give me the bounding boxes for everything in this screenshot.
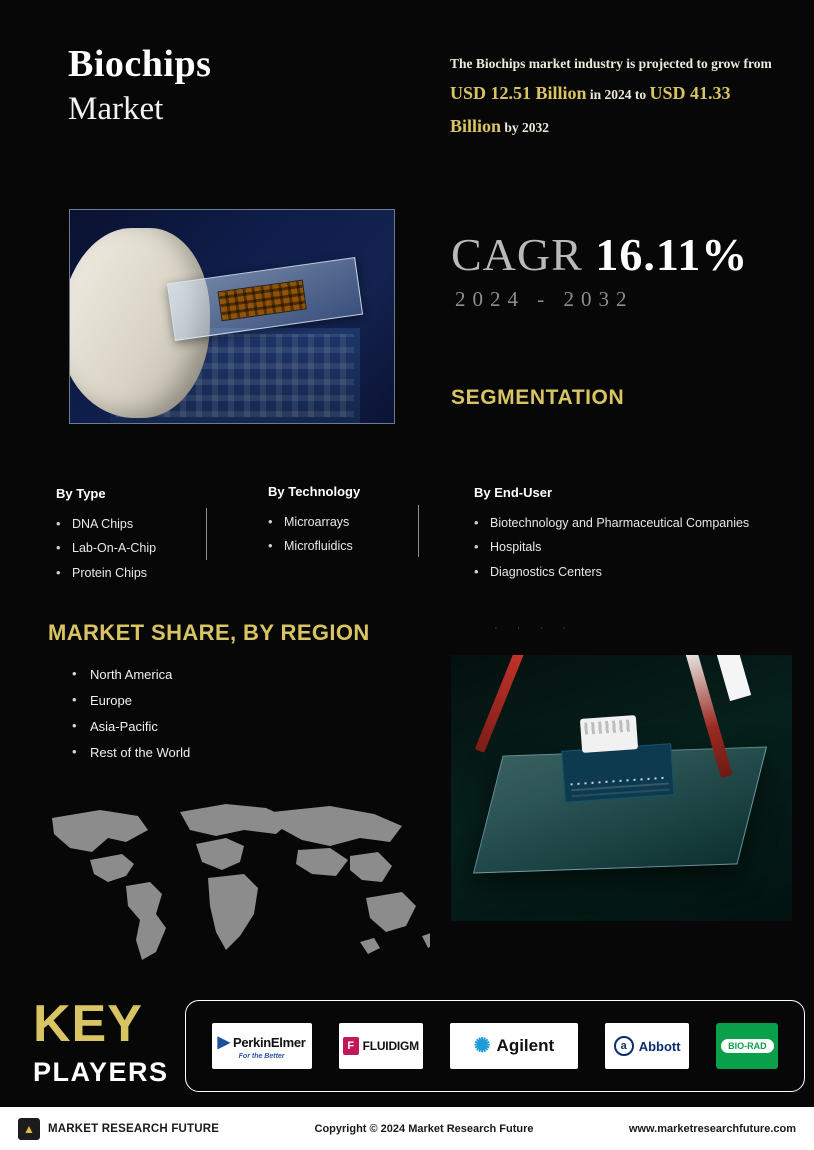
segmentation-heading: SEGMENTATION bbox=[451, 386, 625, 409]
list-item: • Asia-Pacific bbox=[72, 714, 190, 740]
biochip-hand-photo bbox=[69, 209, 395, 424]
list-item: • Protein Chips bbox=[56, 561, 206, 585]
logo-perkinelmer bbox=[212, 1023, 312, 1069]
electrode-board-shape bbox=[561, 743, 674, 803]
world-map bbox=[30, 790, 430, 970]
list-item: • Europe bbox=[72, 688, 190, 714]
list-item: • Microarrays bbox=[268, 510, 418, 534]
cagr-value bbox=[451, 228, 748, 281]
microfluidic-chip-photo bbox=[451, 655, 792, 921]
segment-by-technology bbox=[268, 484, 418, 559]
footer-bar bbox=[0, 1107, 814, 1150]
key-players-line-2: PLAYERS bbox=[33, 1057, 169, 1088]
logo-label: FLUIDIGM bbox=[362, 1039, 419, 1053]
title-line-2: Market bbox=[68, 90, 164, 127]
page-title bbox=[68, 44, 211, 129]
projection-part-1: The Biochips market industry is projected to grow from bbox=[450, 56, 772, 71]
projection-part-3: by 2032 bbox=[501, 120, 550, 136]
pipette-left-shape bbox=[475, 655, 525, 753]
abbott-mark-icon: a bbox=[614, 1036, 634, 1056]
segment-divider bbox=[206, 508, 207, 560]
footer-website-link[interactable]: www.marketresearchfuture.com bbox=[628, 1122, 796, 1135]
logo-agilent bbox=[450, 1023, 578, 1069]
cagr-label: CAGR bbox=[451, 229, 596, 280]
biochip-array-shape bbox=[217, 280, 306, 322]
agilent-mark-icon: ✺ bbox=[473, 1035, 491, 1057]
segment-divider bbox=[418, 505, 419, 557]
projection-part-2: in 2024 to bbox=[586, 86, 650, 102]
segment-by-technology-title: By Technology bbox=[268, 484, 361, 499]
logo-label: BIO-RAD bbox=[720, 1038, 775, 1054]
key-players-line-1: KEY bbox=[33, 995, 143, 1053]
list-item: • Microfluidics bbox=[268, 534, 418, 558]
segment-by-technology-list bbox=[268, 510, 418, 559]
mrf-logo-icon: ▲ bbox=[18, 1118, 40, 1140]
logo-abbott bbox=[605, 1023, 689, 1069]
logo-fluidigm bbox=[339, 1023, 423, 1069]
projection-value-2024: USD 12.51 Billion bbox=[450, 82, 587, 103]
perkinelmer-mark-icon: ▶ bbox=[217, 1034, 230, 1051]
fluidigm-mark-icon: F bbox=[343, 1037, 359, 1055]
segment-by-end-user-title: By End-User bbox=[474, 485, 553, 500]
logo-label: Abbott bbox=[638, 1038, 681, 1054]
projection-value-2032: USD 41.33 Billion bbox=[450, 82, 731, 137]
pipette-tip-shape bbox=[717, 655, 751, 701]
segment-by-type-list bbox=[56, 512, 206, 585]
logo-label: PerkinElmer bbox=[232, 1035, 306, 1050]
decorative-dots: · · · · bbox=[494, 622, 574, 634]
list-item: • Rest of the World bbox=[72, 740, 190, 766]
cagr-percent: 16.11% bbox=[595, 229, 749, 280]
footer-brand-group bbox=[18, 1118, 219, 1140]
cagr-years: 2024 - 2032 bbox=[455, 287, 634, 311]
list-item: • Biotechnology and Pharmaceutical Companies bbox=[474, 511, 794, 535]
segment-by-type bbox=[56, 486, 206, 585]
key-players-logo-box bbox=[185, 1000, 805, 1092]
key-players-heading bbox=[33, 995, 169, 1088]
logo-label: Agilent bbox=[496, 1036, 555, 1055]
segment-by-type-title: By Type bbox=[56, 486, 106, 501]
footer-brand-label: MARKET RESEARCH FUTURE bbox=[48, 1122, 220, 1135]
list-item: • North America bbox=[72, 662, 190, 688]
region-heading: MARKET SHARE, BY REGION bbox=[48, 620, 370, 645]
list-item: • DNA Chips bbox=[56, 512, 206, 536]
footer-copyright: Copyright © 2024 Market Research Future bbox=[314, 1122, 534, 1135]
segment-by-end-user bbox=[474, 485, 794, 584]
region-list bbox=[72, 662, 190, 766]
projection-text bbox=[450, 52, 780, 144]
connector-shape bbox=[580, 715, 638, 753]
list-item: • Hospitals bbox=[474, 535, 794, 559]
logo-biorad bbox=[716, 1023, 778, 1069]
list-item: • Diagnostics Centers bbox=[474, 560, 794, 584]
list-item: • Lab-On-A-Chip bbox=[56, 536, 206, 560]
logo-tagline: For the Better bbox=[238, 1053, 285, 1060]
segment-by-end-user-list bbox=[474, 511, 794, 584]
title-line-1: Biochips bbox=[68, 43, 212, 85]
